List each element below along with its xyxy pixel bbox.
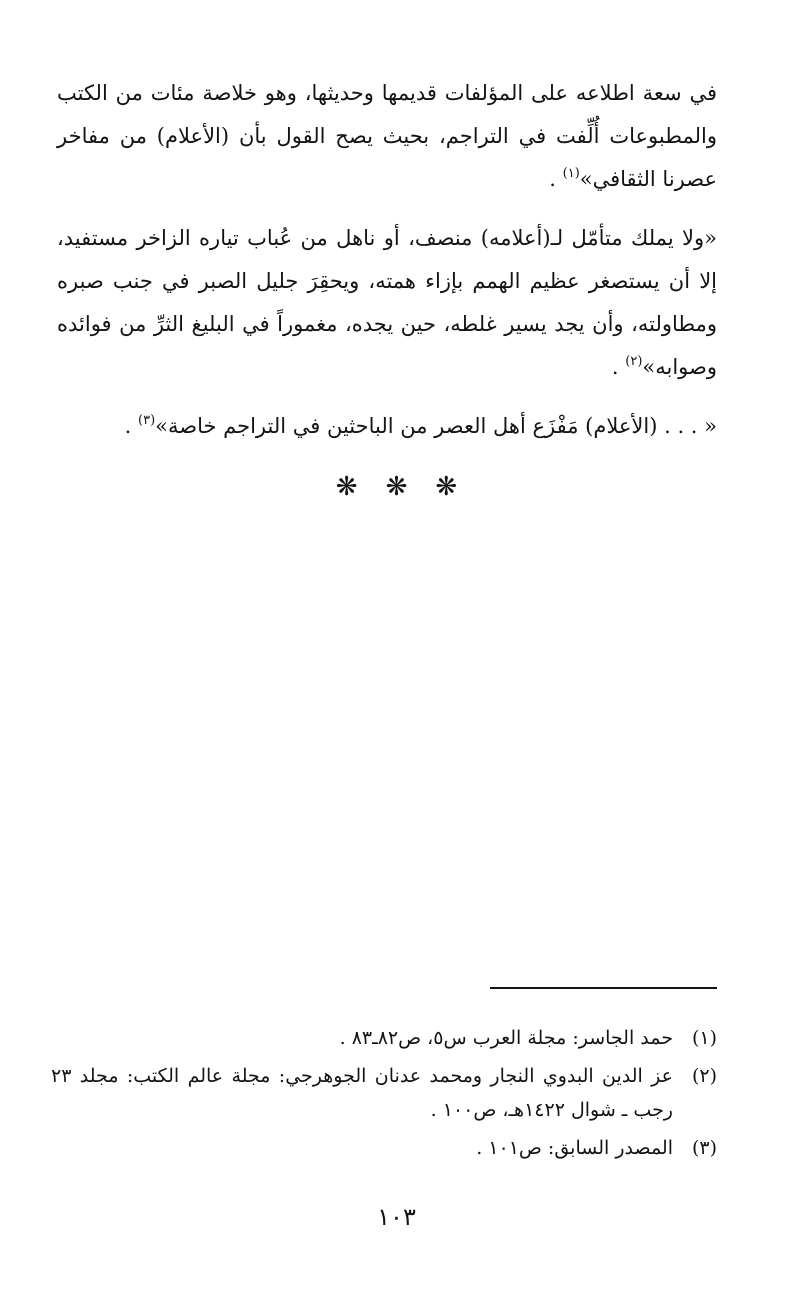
paragraph-3-end: . xyxy=(124,414,138,438)
paragraph-1-text: في سعة اطلاعه على المؤلفات قديمها وحديثها، وهو خلاصة مئات من الكتب والمطبوعات أُلِّفت في التراجم، بحيث يصح القول بأن (الأعلام) من مفاخر عصرنا الثقافي» xyxy=(57,81,717,191)
footnote-ref-1[interactable]: (١) xyxy=(562,166,580,181)
footnotes xyxy=(51,1021,717,1169)
footnote-divider xyxy=(490,987,717,989)
body-text xyxy=(57,72,717,448)
footnote-2 xyxy=(51,1059,717,1127)
footnote-3 xyxy=(51,1131,717,1165)
asterism-star-icon: ❋ xyxy=(435,472,458,502)
asterism-star-icon: ❋ xyxy=(385,472,408,502)
section-separator xyxy=(0,472,793,502)
footnote-number: (٢) xyxy=(691,1065,717,1087)
page-number: ١٠٣ xyxy=(377,1203,416,1231)
footnote-ref-3[interactable]: (٣) xyxy=(138,413,156,428)
paragraph-3 xyxy=(57,405,717,448)
paragraph-2-end: . xyxy=(611,355,626,379)
footnote-text: عز الدين البدوي النجار ومحمد عدنان الجوهرجي: مجلة عالم الكتب: مجلد ٢٣ رجب ـ شوال ١٤٢٢هـ، ص١٠٠ . xyxy=(51,1065,673,1121)
paragraph-3-text: « . . . (الأعلام) مَفْزَع أهل العصر من الباحثين في التراجم خاصة» xyxy=(155,414,717,438)
paragraph-1 xyxy=(57,72,717,201)
footnote-ref-2[interactable]: (٢) xyxy=(625,354,643,369)
footnote-number: (١) xyxy=(691,1027,717,1049)
paragraph-2-text: «ولا يملك متأمّل لـ(أعلامه) منصف، أو ناهل من عُباب تياره الزاخر مستفيد، إلا أن يستصغر عظيم الهمم بإزاء همته، ويحقِرَ جليل الصبر في جنب صبره ومطاولته، وأن يجد يسير غلطه، حين يجده، مغموراً في البليغ الثرِّ من فوائده وصوابه» xyxy=(57,226,717,379)
paragraph-1-end: . xyxy=(549,167,563,191)
footnote-1 xyxy=(51,1021,717,1055)
paragraph-2 xyxy=(57,217,717,389)
footnote-number: (٣) xyxy=(691,1137,717,1159)
footnote-text: المصدر السابق: ص١٠١ . xyxy=(476,1137,673,1159)
footnote-text: حمد الجاسر: مجلة العرب س٥، ص٨٢ـ٨٣ . xyxy=(339,1027,673,1049)
asterism-star-icon: ❋ xyxy=(335,472,358,502)
